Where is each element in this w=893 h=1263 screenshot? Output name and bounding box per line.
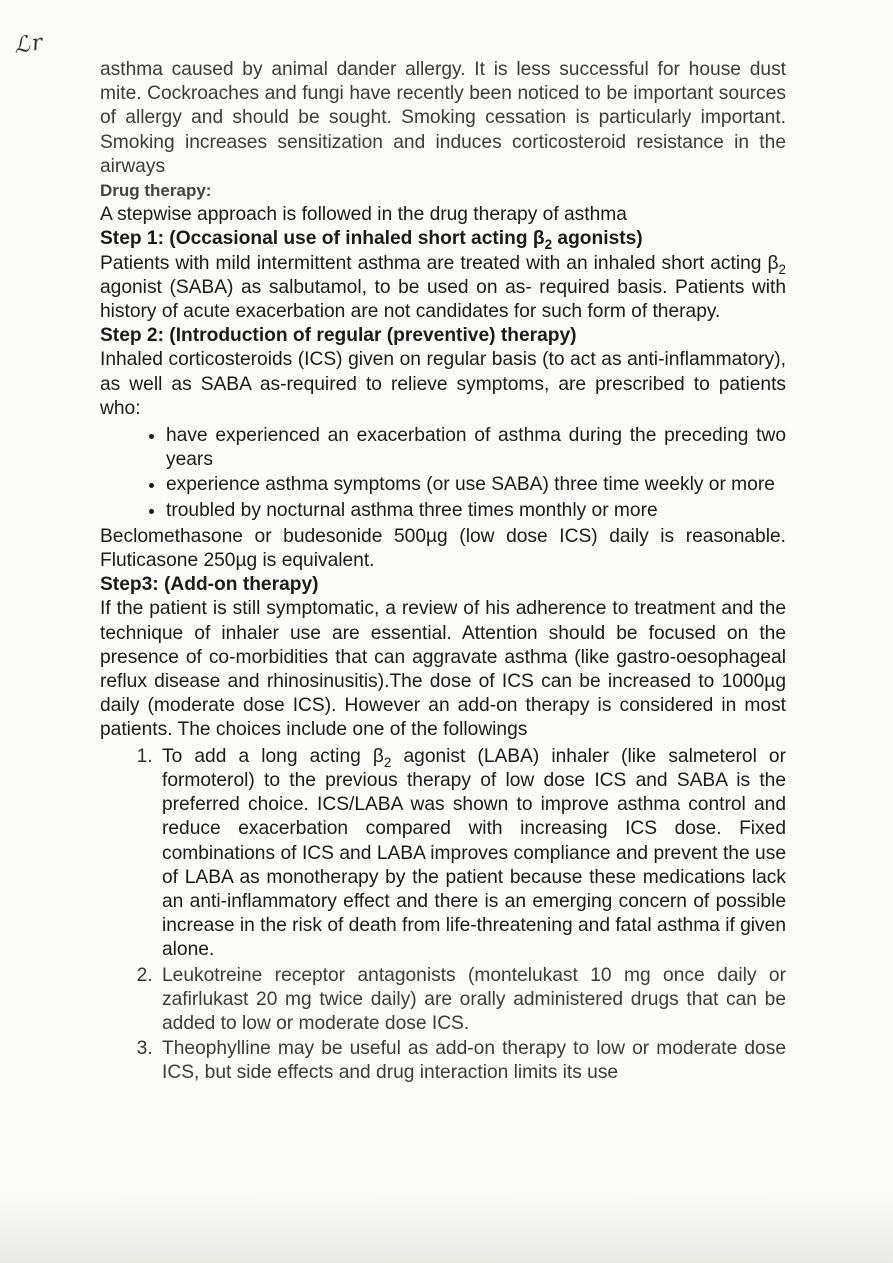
handwritten-page-mark: ℒr [12, 30, 46, 59]
step2-text: Inhaled corticosteroids (ICS) given on regular basis (to act as anti-inflammatory), as well as SABA as-required to relieve symptoms, are prescribed to patients who: [100, 349, 786, 419]
step1-heading: Step 1: (Occasional use of inhaled short acting $\beta_2$ agonists) [100, 228, 643, 253]
step3-heading: Step3: (Add-on therapy) [100, 574, 319, 596]
list-item: • troubled by nocturnal asthma three times monthly or more [166, 499, 786, 523]
drug-therapy-intro: A stepwise approach is followed in the drug therapy of asthma [100, 204, 627, 226]
drug-therapy-heading: Drug therapy: [100, 181, 212, 201]
list-item: • experience asthma symptoms (or use SABA) three time weekly or more [166, 473, 786, 497]
step3-options-list [100, 745, 786, 1086]
list-item: • have experienced an exacerbation of asthma during the preceding two years [166, 424, 786, 472]
step3-text: If the patient is still symptomatic, a review of his adherence to treatment and the technique of inhaler use are essential. Attention should be focused on the presence of co-morbidities that can aggravate asthma (like gastro-oesophageal reflux disease and rhinosinusitis).The dose of ICS can be increased to 1000µg daily (moderate dose ICS). However an add-on therapy is considered in most patients. The choices include one of the followings [100, 598, 786, 741]
document-page [100, 58, 786, 1087]
step1-text: Patients with mild intermittent asthma are treated with an inhaled short acting $\beta_2$ agonist (SABA) as salbutamol, to be used on as- required basis. Patients with history of acute exacerbation are not candidates for such form of therapy. [100, 252, 786, 323]
step2-criteria-list [100, 424, 786, 523]
scan-shadow [0, 1193, 893, 1263]
list-item: 1. To add a long acting $\beta_2$ agonist (LABA) inhaler (like salmeterol or formoterol) to the previous therapy of low dose ICS and SABA is the preferred choice. ICS/LABA was shown to improve asthma control and reduce exacerbation compared with increasing ICS dose. Fixed combinations of ICS and LABA improves compliance and prevent the use of LABA as monotherapy by the patient because these medications lack an anti-inflammatory effect and there is an emerging concern of possible increase in the risk of death from life-threatening and fatal asthma if given alone. [158, 745, 786, 963]
step2-heading: Step 2: (Introduction of regular (preventive) therapy) [100, 325, 577, 347]
intro-paragraph: asthma caused by animal dander allergy. It is less successful for house dust mite. Cockroaches and fungi have recently been noticed to be important sources of allergy and should be sought. Smoking cessation is particularly important. Smoking increases sensitization and induces corticosteroid resistance in the airways [100, 59, 786, 177]
step2-closing: Beclomethasone or budesonide 500µg (low dose ICS) daily is reasonable. Fluticasone 250µg is equivalent. [100, 525, 786, 572]
list-item: 3. Theophylline may be useful as add-on therapy to low or moderate dose ICS, but side effects and drug interaction limits its use [158, 1037, 786, 1085]
list-item: 2. Leukotreine receptor antagonists (montelukast 10 mg once daily or zafirlukast 20 mg twice daily) are orally administered drugs that can be added to low or moderate dose ICS. [158, 964, 786, 1037]
